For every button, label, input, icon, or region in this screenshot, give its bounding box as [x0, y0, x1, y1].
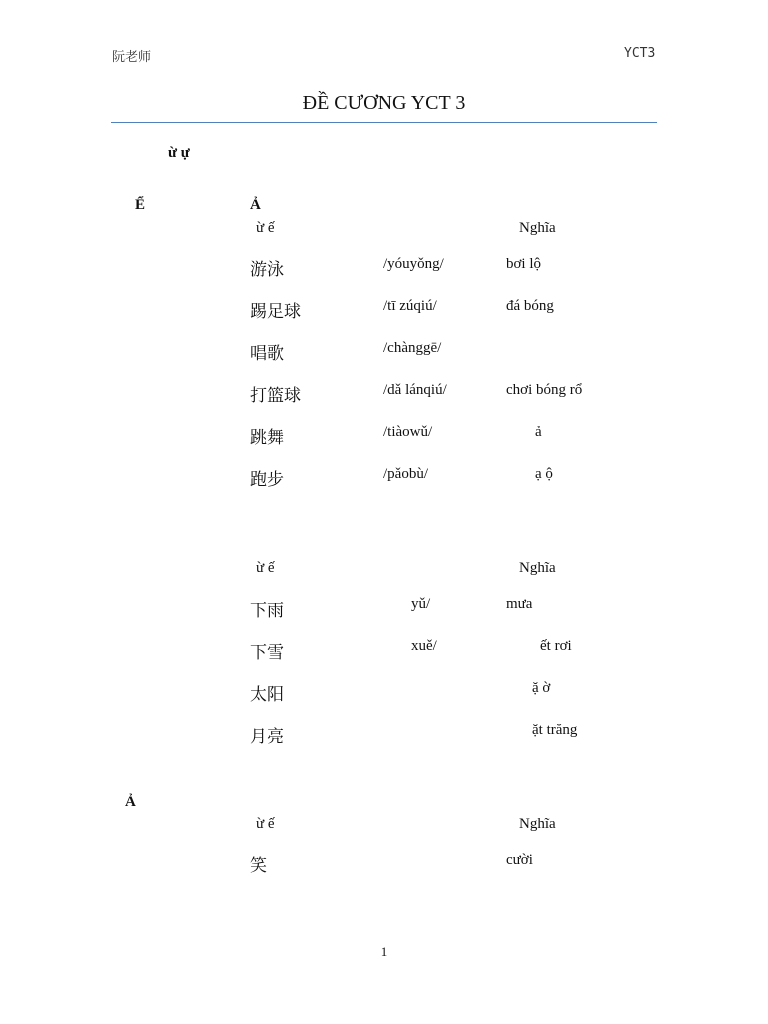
vocab-meaning: ết rơi [540, 638, 572, 654]
vocab-meaning: bơi lộ [506, 256, 542, 272]
title-divider [111, 122, 657, 123]
vocab-meaning: chơi bóng rổ [506, 382, 583, 398]
vocab-hanzi: 月亮 [250, 727, 284, 747]
subtitle: ừ ự [168, 145, 190, 161]
vocab-meaning: ặt trăng [532, 722, 578, 738]
section1-label: Ể [135, 197, 146, 213]
vocab-hanzi: 太阳 [250, 685, 284, 705]
vocab-hanzi: 唱歌 [250, 344, 284, 364]
vocab-meaning: ạ ộ [535, 466, 553, 482]
vocab-meaning: mưa [506, 596, 533, 612]
vocab-meaning: ặ ờ [532, 680, 551, 696]
section2-header-meaning: Nghĩa [519, 560, 556, 576]
document-title: ĐỀ CƯƠNG YCT 3 [302, 92, 466, 114]
section3-header-meaning: Nghĩa [519, 816, 556, 832]
header-teacher-name: 阮老师 [112, 50, 152, 65]
vocab-hanzi: 游泳 [250, 260, 284, 280]
vocab-pinyin: xuě/ [411, 638, 437, 654]
vocab-hanzi: 笑 [250, 856, 267, 876]
section2-header-word: ừ ế [256, 560, 275, 576]
section1-sublabel: Ả [250, 197, 261, 213]
vocab-pinyin: /dǎ lánqiú/ [383, 382, 447, 398]
vocab-pinyin: /tiàowǔ/ [383, 424, 433, 440]
header-course-code: YCT3 [624, 46, 656, 61]
section3-header-word: ừ ế [256, 816, 275, 832]
vocab-hanzi: 跳舞 [250, 428, 284, 448]
vocab-hanzi: 踢足球 [250, 302, 301, 322]
page-number: 1 [380, 944, 388, 959]
vocab-hanzi: 打篮球 [250, 386, 301, 406]
section1-header-meaning: Nghĩa [519, 220, 556, 236]
vocab-hanzi: 下雨 [250, 601, 284, 621]
vocab-pinyin: /chànggē/ [383, 340, 442, 356]
vocab-hanzi: 下雪 [250, 643, 284, 663]
vocab-meaning: cười [506, 852, 533, 868]
vocab-hanzi: 跑步 [250, 470, 284, 490]
vocab-meaning: ả [535, 424, 542, 440]
section3-label: Ả [125, 794, 136, 810]
vocab-pinyin: yǔ/ [411, 596, 431, 612]
section1-header-word: ừ ế [256, 220, 275, 236]
vocab-pinyin: /tī zúqiú/ [383, 298, 437, 314]
vocab-pinyin: /pǎobù/ [383, 466, 428, 482]
vocab-pinyin: /yóuyǒng/ [383, 256, 444, 272]
vocab-meaning: đá bóng [506, 298, 554, 314]
